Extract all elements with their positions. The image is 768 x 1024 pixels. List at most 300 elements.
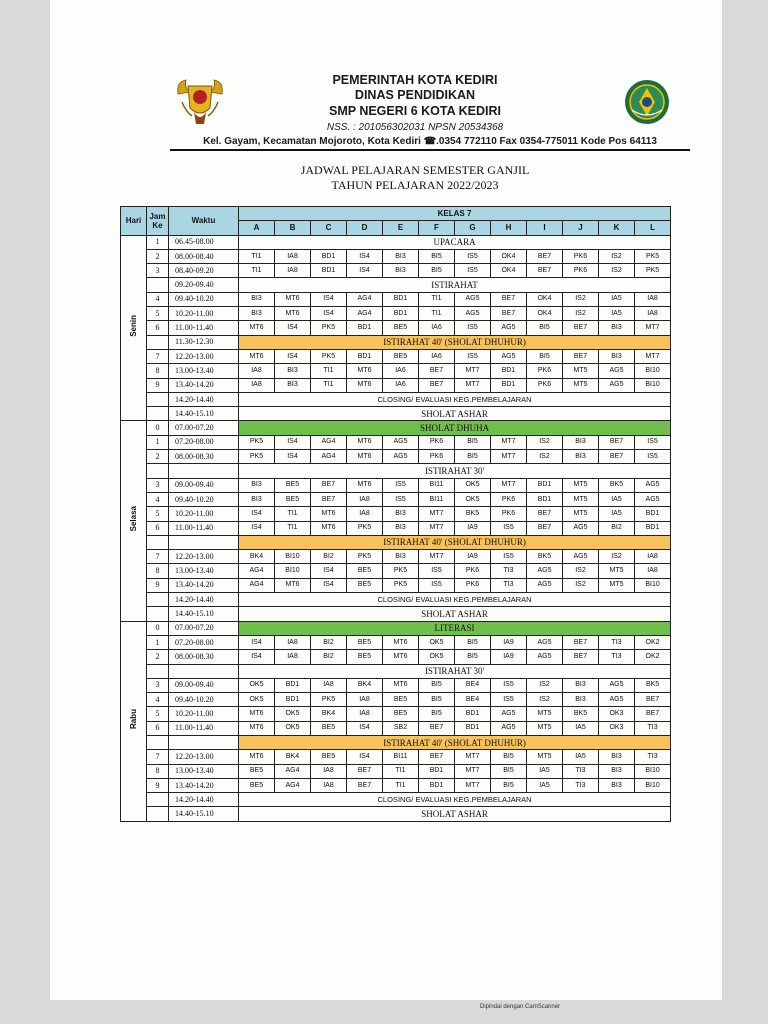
schedule-row — [121, 392, 671, 406]
subject-cell: IS4 — [239, 650, 275, 664]
activity-span-cell: SHOLAT ASHAR — [239, 607, 671, 621]
subject-cell: BI5 — [455, 650, 491, 664]
subject-cell: OK5 — [419, 650, 455, 664]
subject-cell: BI3 — [599, 778, 635, 792]
subject-cell: TI3 — [563, 778, 599, 792]
jam-cell — [147, 392, 169, 406]
time-cell — [169, 464, 239, 478]
day-label — [121, 235, 147, 421]
schedule-row — [121, 578, 671, 592]
subject-cell: BI5 — [527, 349, 563, 363]
subject-cell: BD1 — [347, 349, 383, 363]
jam-cell: 3 — [147, 478, 169, 492]
subject-cell: IS5 — [491, 678, 527, 692]
schedule-row — [121, 292, 671, 306]
jam-cell: 9 — [147, 778, 169, 792]
schedule-row — [121, 492, 671, 506]
subject-cell: BE5 — [275, 478, 311, 492]
subject-cell: MT5 — [599, 564, 635, 578]
subject-cell: MT6 — [347, 435, 383, 449]
subject-cell: TI3 — [491, 564, 527, 578]
subject-cell: TI1 — [275, 507, 311, 521]
time-cell: 09.00-09.40 — [169, 478, 239, 492]
activity-span-cell: CLOSING/ EVALUASI KEG.PEMBELAJARAN — [239, 392, 671, 406]
time-cell: 08.40-09.20 — [169, 264, 239, 278]
jam-cell: 1 — [147, 635, 169, 649]
subject-cell: BE7 — [419, 721, 455, 735]
jam-cell: 4 — [147, 292, 169, 306]
subject-cell: IA8 — [347, 693, 383, 707]
jam-header: Jam Ke — [147, 207, 169, 236]
schedule-table — [120, 206, 671, 822]
subject-cell: BK5 — [455, 507, 491, 521]
subject-cell: MT6 — [311, 521, 347, 535]
subject-cell: MT6 — [239, 321, 275, 335]
subject-cell: IS4 — [239, 507, 275, 521]
subject-cell: MT7 — [491, 478, 527, 492]
subject-cell: IS4 — [347, 264, 383, 278]
subject-cell: AG5 — [491, 321, 527, 335]
subject-cell: BE5 — [383, 707, 419, 721]
subject-cell: TI1 — [419, 292, 455, 306]
jam-cell: 4 — [147, 492, 169, 506]
subject-cell: BD1 — [491, 364, 527, 378]
subject-cell: IA5 — [527, 778, 563, 792]
subject-cell: BE7 — [527, 264, 563, 278]
jam-cell: 2 — [147, 249, 169, 263]
schedule-row — [121, 593, 671, 607]
hari-header: Hari — [121, 207, 147, 236]
subject-cell: BK5 — [599, 478, 635, 492]
subject-cell: BI10 — [635, 378, 671, 392]
jam-cell: 5 — [147, 707, 169, 721]
subject-cell: BI11 — [419, 478, 455, 492]
subject-cell: MT6 — [347, 364, 383, 378]
jam-cell — [147, 535, 169, 549]
subject-cell: MT5 — [563, 378, 599, 392]
subject-cell: BE5 — [239, 764, 275, 778]
subject-cell: OK4 — [491, 264, 527, 278]
time-cell: 11.00-11.40 — [169, 521, 239, 535]
activity-span-cell: SHOLAT ASHAR — [239, 407, 671, 421]
subject-cell: MT6 — [275, 578, 311, 592]
schedule-row — [121, 307, 671, 321]
subject-cell: BE7 — [419, 750, 455, 764]
jam-cell: 8 — [147, 764, 169, 778]
subject-cell: MT6 — [347, 478, 383, 492]
subject-cell: BD1 — [455, 707, 491, 721]
activity-span-cell: ISTIRAHAT 40' (SHOLAT DHUHUR) — [239, 335, 671, 349]
subject-cell: IA5 — [527, 764, 563, 778]
subject-cell: BD1 — [383, 307, 419, 321]
schedule-title: JADWAL PELAJARAN SEMESTER GANJIL — [300, 163, 530, 177]
subject-cell: IA5 — [599, 507, 635, 521]
schedule-row — [121, 693, 671, 707]
class-header-h: H — [491, 221, 527, 235]
schedule-row — [121, 349, 671, 363]
subject-cell: IA8 — [239, 378, 275, 392]
subject-cell: TI1 — [419, 307, 455, 321]
subject-cell: MT7 — [419, 550, 455, 564]
jam-cell: 5 — [147, 507, 169, 521]
schedule-row — [121, 807, 671, 821]
schedule-row — [121, 278, 671, 292]
subject-cell: BD1 — [311, 249, 347, 263]
time-cell: 13.40-14.20 — [169, 578, 239, 592]
subject-cell: IA5 — [599, 307, 635, 321]
class-header-f: F — [419, 221, 455, 235]
subject-cell: MT5 — [563, 364, 599, 378]
jam-cell: 8 — [147, 364, 169, 378]
subject-cell: AG5 — [383, 435, 419, 449]
subject-cell: MT5 — [563, 492, 599, 506]
jam-cell: 6 — [147, 321, 169, 335]
subject-cell: MT7 — [455, 364, 491, 378]
subject-cell: MT7 — [419, 507, 455, 521]
subject-cell: IS4 — [347, 249, 383, 263]
subject-cell: BE5 — [383, 321, 419, 335]
class-header-e: E — [383, 221, 419, 235]
schedule-row — [121, 550, 671, 564]
subject-cell: PK5 — [311, 321, 347, 335]
time-cell: 10.20-11.00 — [169, 307, 239, 321]
activity-span-cell: ISTIRAHAT 30' — [239, 464, 671, 478]
subject-cell: MT5 — [563, 478, 599, 492]
subject-cell: BE5 — [239, 778, 275, 792]
subject-cell: AG5 — [527, 564, 563, 578]
subject-cell: PK6 — [455, 564, 491, 578]
subject-cell: MT5 — [527, 707, 563, 721]
class-header-k: K — [599, 221, 635, 235]
subject-cell: IS5 — [491, 550, 527, 564]
subject-cell: BE7 — [311, 492, 347, 506]
time-cell: 11.00-11.40 — [169, 321, 239, 335]
jam-cell — [147, 593, 169, 607]
subject-cell: BK4 — [347, 678, 383, 692]
subject-cell: BI3 — [239, 492, 275, 506]
subject-cell: BI10 — [635, 578, 671, 592]
subject-cell: BK4 — [311, 707, 347, 721]
class-header-g: G — [455, 221, 491, 235]
jam-cell: 9 — [147, 378, 169, 392]
subject-cell: BI3 — [563, 678, 599, 692]
subject-cell: BI10 — [635, 364, 671, 378]
day-name: Selasa — [128, 505, 138, 532]
subject-cell: PK5 — [311, 349, 347, 363]
subject-cell: MT7 — [455, 750, 491, 764]
subject-cell: IS5 — [419, 578, 455, 592]
subject-cell: TI3 — [491, 578, 527, 592]
subject-cell: BI3 — [239, 478, 275, 492]
jam-cell: 2 — [147, 650, 169, 664]
subject-cell: PK5 — [347, 550, 383, 564]
schedule-row — [121, 264, 671, 278]
class-header-i: I — [527, 221, 563, 235]
subject-cell: OK4 — [491, 249, 527, 263]
activity-span-cell: ISTIRAHAT — [239, 278, 671, 292]
time-cell: 06.45-08.00 — [169, 235, 239, 249]
subject-cell: BE7 — [491, 307, 527, 321]
subject-cell: PK6 — [563, 249, 599, 263]
subject-cell: IS4 — [311, 292, 347, 306]
subject-cell: IS2 — [599, 264, 635, 278]
subject-cell: TI3 — [599, 650, 635, 664]
subject-cell: OK2 — [635, 635, 671, 649]
jam-cell: 3 — [147, 678, 169, 692]
time-cell: 14.20-14.40 — [169, 793, 239, 807]
time-cell — [169, 535, 239, 549]
schedule-row — [121, 450, 671, 464]
jam-cell — [147, 793, 169, 807]
subject-cell: PK5 — [635, 249, 671, 263]
subject-cell: BE7 — [527, 507, 563, 521]
subject-cell: AG4 — [239, 564, 275, 578]
subject-cell: BE7 — [635, 707, 671, 721]
subject-cell: IA6 — [383, 378, 419, 392]
time-cell — [169, 664, 239, 678]
subject-cell: BI3 — [563, 450, 599, 464]
subject-cell: BE5 — [311, 721, 347, 735]
schedule-row — [121, 678, 671, 692]
schedule-row — [121, 421, 671, 435]
subject-cell: TI3 — [635, 721, 671, 735]
schedule-row — [121, 607, 671, 621]
subject-cell: MT6 — [275, 307, 311, 321]
subject-cell: AG4 — [347, 292, 383, 306]
subject-cell: BK4 — [239, 550, 275, 564]
subject-cell: MT6 — [239, 707, 275, 721]
subject-cell: BI11 — [383, 750, 419, 764]
subject-cell: BE7 — [563, 635, 599, 649]
subject-cell: PK5 — [239, 435, 275, 449]
subject-cell: IA8 — [311, 764, 347, 778]
jam-cell: 4 — [147, 693, 169, 707]
subject-cell: OK4 — [527, 292, 563, 306]
schedule-row — [121, 249, 671, 263]
subject-cell: AG5 — [491, 721, 527, 735]
day-name: Senin — [128, 314, 138, 337]
subject-cell: BK5 — [635, 678, 671, 692]
subject-cell: IS5 — [383, 478, 419, 492]
subject-cell: AG4 — [311, 435, 347, 449]
subject-cell: IS2 — [563, 564, 599, 578]
subject-cell: MT7 — [419, 521, 455, 535]
subject-cell: IA6 — [419, 321, 455, 335]
jam-cell: 7 — [147, 550, 169, 564]
subject-cell: BE7 — [635, 693, 671, 707]
subject-cell: IS4 — [275, 321, 311, 335]
time-cell: 12.20-13.00 — [169, 550, 239, 564]
subject-cell: IA8 — [635, 292, 671, 306]
subject-cell: TI1 — [311, 378, 347, 392]
subject-cell: BD1 — [275, 678, 311, 692]
subject-cell: IS5 — [455, 249, 491, 263]
subject-cell: TI1 — [275, 521, 311, 535]
subject-cell: BE7 — [311, 478, 347, 492]
time-cell — [169, 735, 239, 749]
subject-cell: BI3 — [563, 693, 599, 707]
subject-cell: BE5 — [347, 635, 383, 649]
subject-cell: TI3 — [599, 635, 635, 649]
subject-cell: PK5 — [383, 578, 419, 592]
subject-cell: IA9 — [455, 550, 491, 564]
subject-cell: BE7 — [527, 249, 563, 263]
subject-cell: IA9 — [491, 635, 527, 649]
subject-cell: PK5 — [635, 264, 671, 278]
subject-cell: MT7 — [635, 349, 671, 363]
subject-cell: BI3 — [563, 435, 599, 449]
subject-cell: AG5 — [599, 678, 635, 692]
jam-cell — [147, 278, 169, 292]
subject-cell: BD1 — [419, 764, 455, 778]
subject-cell: TI1 — [383, 778, 419, 792]
subject-cell: MT7 — [455, 378, 491, 392]
subject-cell: BI2 — [311, 635, 347, 649]
subject-cell: AG4 — [347, 307, 383, 321]
subject-cell: IA5 — [563, 721, 599, 735]
subject-cell: IS4 — [347, 721, 383, 735]
subject-cell: TI1 — [311, 364, 347, 378]
day-label — [121, 621, 147, 821]
subject-cell: BI5 — [419, 264, 455, 278]
subject-cell: BE7 — [527, 521, 563, 535]
subject-cell: AG5 — [455, 307, 491, 321]
subject-cell: PK5 — [383, 564, 419, 578]
subject-cell: BK4 — [275, 750, 311, 764]
subject-cell: OK5 — [455, 492, 491, 506]
subject-cell: PK6 — [491, 507, 527, 521]
subject-cell: IS5 — [455, 321, 491, 335]
government-name: PEMERINTAH KOTA KEDIRI — [332, 73, 498, 87]
kelas-header: KELAS 7 — [239, 207, 671, 221]
subject-cell: IA5 — [599, 292, 635, 306]
subject-cell: BE7 — [599, 435, 635, 449]
subject-cell: AG5 — [599, 378, 635, 392]
schedule-row — [121, 764, 671, 778]
subject-cell: BD1 — [383, 292, 419, 306]
subject-cell: IS5 — [419, 564, 455, 578]
activity-span-cell: CLOSING/ EVALUASI KEG.PEMBELAJARAN — [239, 793, 671, 807]
subject-cell: IA8 — [635, 307, 671, 321]
subject-cell: IA8 — [347, 492, 383, 506]
subject-cell: MT7 — [491, 450, 527, 464]
jam-cell: 1 — [147, 435, 169, 449]
jam-cell — [147, 807, 169, 821]
subject-cell: BI5 — [455, 635, 491, 649]
subject-cell: BE7 — [419, 364, 455, 378]
jam-cell — [147, 664, 169, 678]
school-ids: NSS. : 201056302031 NPSN 20534368 — [326, 122, 504, 133]
jam-cell: 0 — [147, 621, 169, 635]
subject-cell: BE7 — [563, 349, 599, 363]
subject-cell: BE7 — [491, 292, 527, 306]
subject-cell: MT6 — [347, 450, 383, 464]
subject-cell: MT6 — [239, 349, 275, 363]
time-cell: 12.20-13.00 — [169, 349, 239, 363]
subject-cell: AG5 — [563, 550, 599, 564]
jam-cell: 5 — [147, 307, 169, 321]
schedule-row — [121, 621, 671, 635]
subject-cell: OK5 — [275, 721, 311, 735]
subject-cell: TI3 — [635, 750, 671, 764]
subject-cell: IA8 — [347, 707, 383, 721]
time-cell: 08.00-08.40 — [169, 249, 239, 263]
activity-span-cell: CLOSING/ EVALUASI KEG.PEMBELAJARAN — [239, 593, 671, 607]
subject-cell: IS2 — [527, 693, 563, 707]
time-cell: 10.20-11.00 — [169, 707, 239, 721]
subject-cell: OK5 — [455, 478, 491, 492]
subject-cell: IS5 — [491, 521, 527, 535]
schedule-row — [121, 721, 671, 735]
subject-cell: BK5 — [527, 550, 563, 564]
jam-cell — [147, 735, 169, 749]
subject-cell: OK5 — [239, 693, 275, 707]
subject-cell: AG5 — [527, 578, 563, 592]
subject-cell: MT6 — [383, 650, 419, 664]
jam-cell: 0 — [147, 421, 169, 435]
subject-cell: BD1 — [311, 264, 347, 278]
subject-cell: IS4 — [275, 435, 311, 449]
subject-cell: IS5 — [635, 435, 671, 449]
time-cell: 07.00-07.20 — [169, 421, 239, 435]
subject-cell: BE5 — [347, 578, 383, 592]
subject-cell: TI1 — [239, 249, 275, 263]
subject-cell: BE7 — [599, 450, 635, 464]
subject-cell: BI10 — [635, 778, 671, 792]
activity-span-cell: ISTIRAHAT 30' — [239, 664, 671, 678]
subject-cell: BI3 — [599, 764, 635, 778]
schedule-row — [121, 664, 671, 678]
subject-cell: BE7 — [563, 650, 599, 664]
subject-cell: BI3 — [239, 292, 275, 306]
time-cell: 13.00-13.40 — [169, 564, 239, 578]
subject-cell: MT5 — [563, 507, 599, 521]
schedule-row — [121, 735, 671, 749]
subject-cell: BE7 — [563, 321, 599, 335]
schedule-row — [121, 564, 671, 578]
subject-cell: BI3 — [275, 364, 311, 378]
time-cell: 09.40-10.20 — [169, 492, 239, 506]
subject-cell: IS4 — [275, 450, 311, 464]
subject-cell: MT6 — [347, 378, 383, 392]
subject-cell: IS4 — [275, 349, 311, 363]
subject-cell: IS4 — [311, 307, 347, 321]
subject-cell: SB2 — [383, 721, 419, 735]
subject-cell: BI11 — [419, 492, 455, 506]
subject-cell: OK5 — [275, 707, 311, 721]
activity-span-cell: SHOLAT ASHAR — [239, 807, 671, 821]
jam-cell — [147, 464, 169, 478]
subject-cell: AG5 — [455, 292, 491, 306]
time-cell: 14.40-15.10 — [169, 807, 239, 821]
time-cell: 08.00-08.30 — [169, 650, 239, 664]
jam-cell: 7 — [147, 349, 169, 363]
subject-cell: AG4 — [239, 578, 275, 592]
subject-cell: AG5 — [599, 693, 635, 707]
jam-cell — [147, 407, 169, 421]
subject-cell: BI3 — [599, 750, 635, 764]
subject-cell: BE4 — [455, 678, 491, 692]
subject-cell: BE5 — [275, 492, 311, 506]
subject-cell: IA6 — [383, 364, 419, 378]
class-header-d: D — [347, 221, 383, 235]
subject-cell: IS4 — [347, 750, 383, 764]
jam-cell: 6 — [147, 721, 169, 735]
schedule-row — [121, 407, 671, 421]
subject-cell: IA9 — [455, 521, 491, 535]
activity-span-cell: ISTIRAHAT 40' (SHOLAT DHUHUR) — [239, 535, 671, 549]
time-cell: 14.20-14.40 — [169, 392, 239, 406]
